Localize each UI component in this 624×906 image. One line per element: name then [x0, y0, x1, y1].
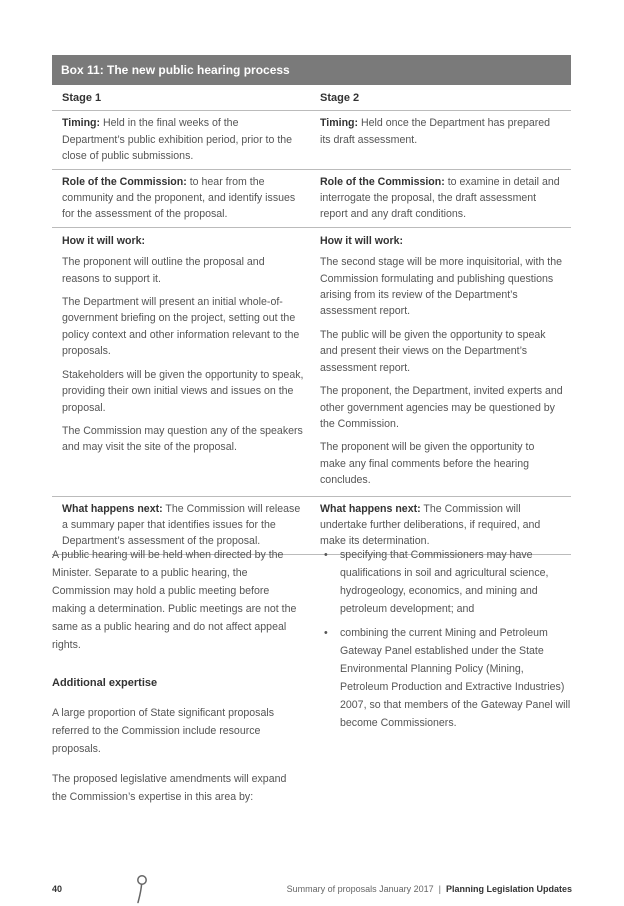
how-stage2-para: The public will be given the opportunity to speak and present their views on the Department’s assessment report. — [320, 328, 546, 374]
bullet-item: • combining the current Mining and Petroleum Gateway Panel established under the State Environmental Planning Policy (Mining, Petroleum Production and Extractive Industries) 2007, so that members of the Gateway Panel will become Commissioners. — [322, 624, 572, 732]
footer-summary: Summary of proposals January 2017 — [286, 884, 434, 894]
timing-stage2-text: Held once the Department has prepared its draft assessment. — [320, 117, 551, 146]
next-label: What happens next: — [320, 502, 421, 515]
bullet-list — [322, 546, 572, 732]
box-11 — [52, 55, 571, 555]
how-stage1 — [52, 228, 312, 496]
page-footer — [52, 878, 572, 898]
role-stage1 — [52, 170, 312, 227]
role-stage2-text: to examine in detail and interrogate the proposal, the draft assessment report and any draft conditions. — [320, 175, 560, 221]
how-label: How it will work: — [320, 234, 403, 247]
stage2-heading: Stage 2 — [320, 92, 360, 104]
how-label: How it will work: — [62, 234, 145, 247]
timing-stage2 — [312, 111, 571, 168]
timing-label: Timing: — [320, 117, 359, 130]
page-number: 40 — [52, 884, 63, 894]
how-stage1-para: Stakeholders will be given the opportunity to speak, providing their own initial views and issues on the proposal. — [62, 368, 304, 414]
role-label: Role of the Commission: — [320, 175, 445, 188]
section-heading: Additional expertise — [52, 677, 158, 689]
role-stage2 — [312, 170, 571, 227]
timing-row — [52, 111, 571, 169]
timing-stage1 — [52, 111, 312, 168]
how-stage2-para: The proponent, the Department, invited experts and other government agencies may be questioned by the Commission. — [320, 385, 563, 430]
how-stage2 — [312, 228, 571, 496]
how-stage1-para: The proponent will outline the proposal and reasons to support it. — [62, 256, 265, 285]
body-left-column — [52, 546, 302, 818]
body-right-column — [322, 546, 572, 738]
role-label: Role of the Commission: — [62, 175, 187, 188]
footer-title: Planning Legislation Updates — [445, 884, 572, 894]
role-stage1-text: to hear from the community and the proponent, and identify issues for the assessment of the proposal. — [62, 175, 296, 221]
footer-separator: | — [438, 884, 441, 894]
next-label: What happens next: — [62, 502, 163, 515]
how-row — [52, 228, 571, 497]
stage-headings-row — [52, 85, 571, 111]
bullet-item: • specifying that Commissioners may have qualifications in soil and agricultural science, hydrogeology, economics, and mining and petroleum development; and — [322, 546, 572, 618]
next-stage1-text: The Commission will release a summary paper that identifies issues for the Department’s assessment of the proposal. — [62, 502, 301, 548]
how-stage1-para: The Department will present an initial whole-of-government briefing on the project, setting out the policy context and other information relevant to the proposals. — [62, 296, 300, 358]
map-pin-icon — [134, 874, 150, 906]
next-stage2-text: The Commission will undertake further deliberations, if required, and make its determination. — [320, 502, 541, 548]
timing-label: Timing: — [62, 117, 101, 130]
role-row — [52, 170, 571, 228]
how-stage2-para: The second stage will be more inquisitorial, with the Commission formulating and publishing questions arising from its review of the Department’s assessment report. — [320, 256, 563, 318]
how-stage1-para: The Commission may question any of the speakers and may visit the site of the proposal. — [62, 424, 303, 454]
body-paragraph: A public hearing will be held when directed by the Minister. Separate to a public hearing, the Commission may hold a public meeting before making a determination. Public meetings are not the same as a public hearing and do not affect appeal rights. — [52, 549, 297, 651]
stage1-heading: Stage 1 — [62, 92, 102, 104]
body-paragraph: The proposed legislative amendments will expand the Commission’s expertise in this area by: — [52, 773, 287, 803]
timing-stage1-text: Held in the final weeks of the Department’s public exhibition period, prior to the close of public submissions. — [62, 117, 293, 163]
box-title: Box 11: The new public hearing process — [52, 55, 571, 85]
body-paragraph: A large proportion of State significant proposals referred to the Commission include resource proposals. — [52, 707, 275, 755]
footer-text — [287, 884, 572, 894]
how-stage2-para: The proponent will be given the opportunity to make any final comments before the hearing concludes. — [320, 441, 535, 487]
